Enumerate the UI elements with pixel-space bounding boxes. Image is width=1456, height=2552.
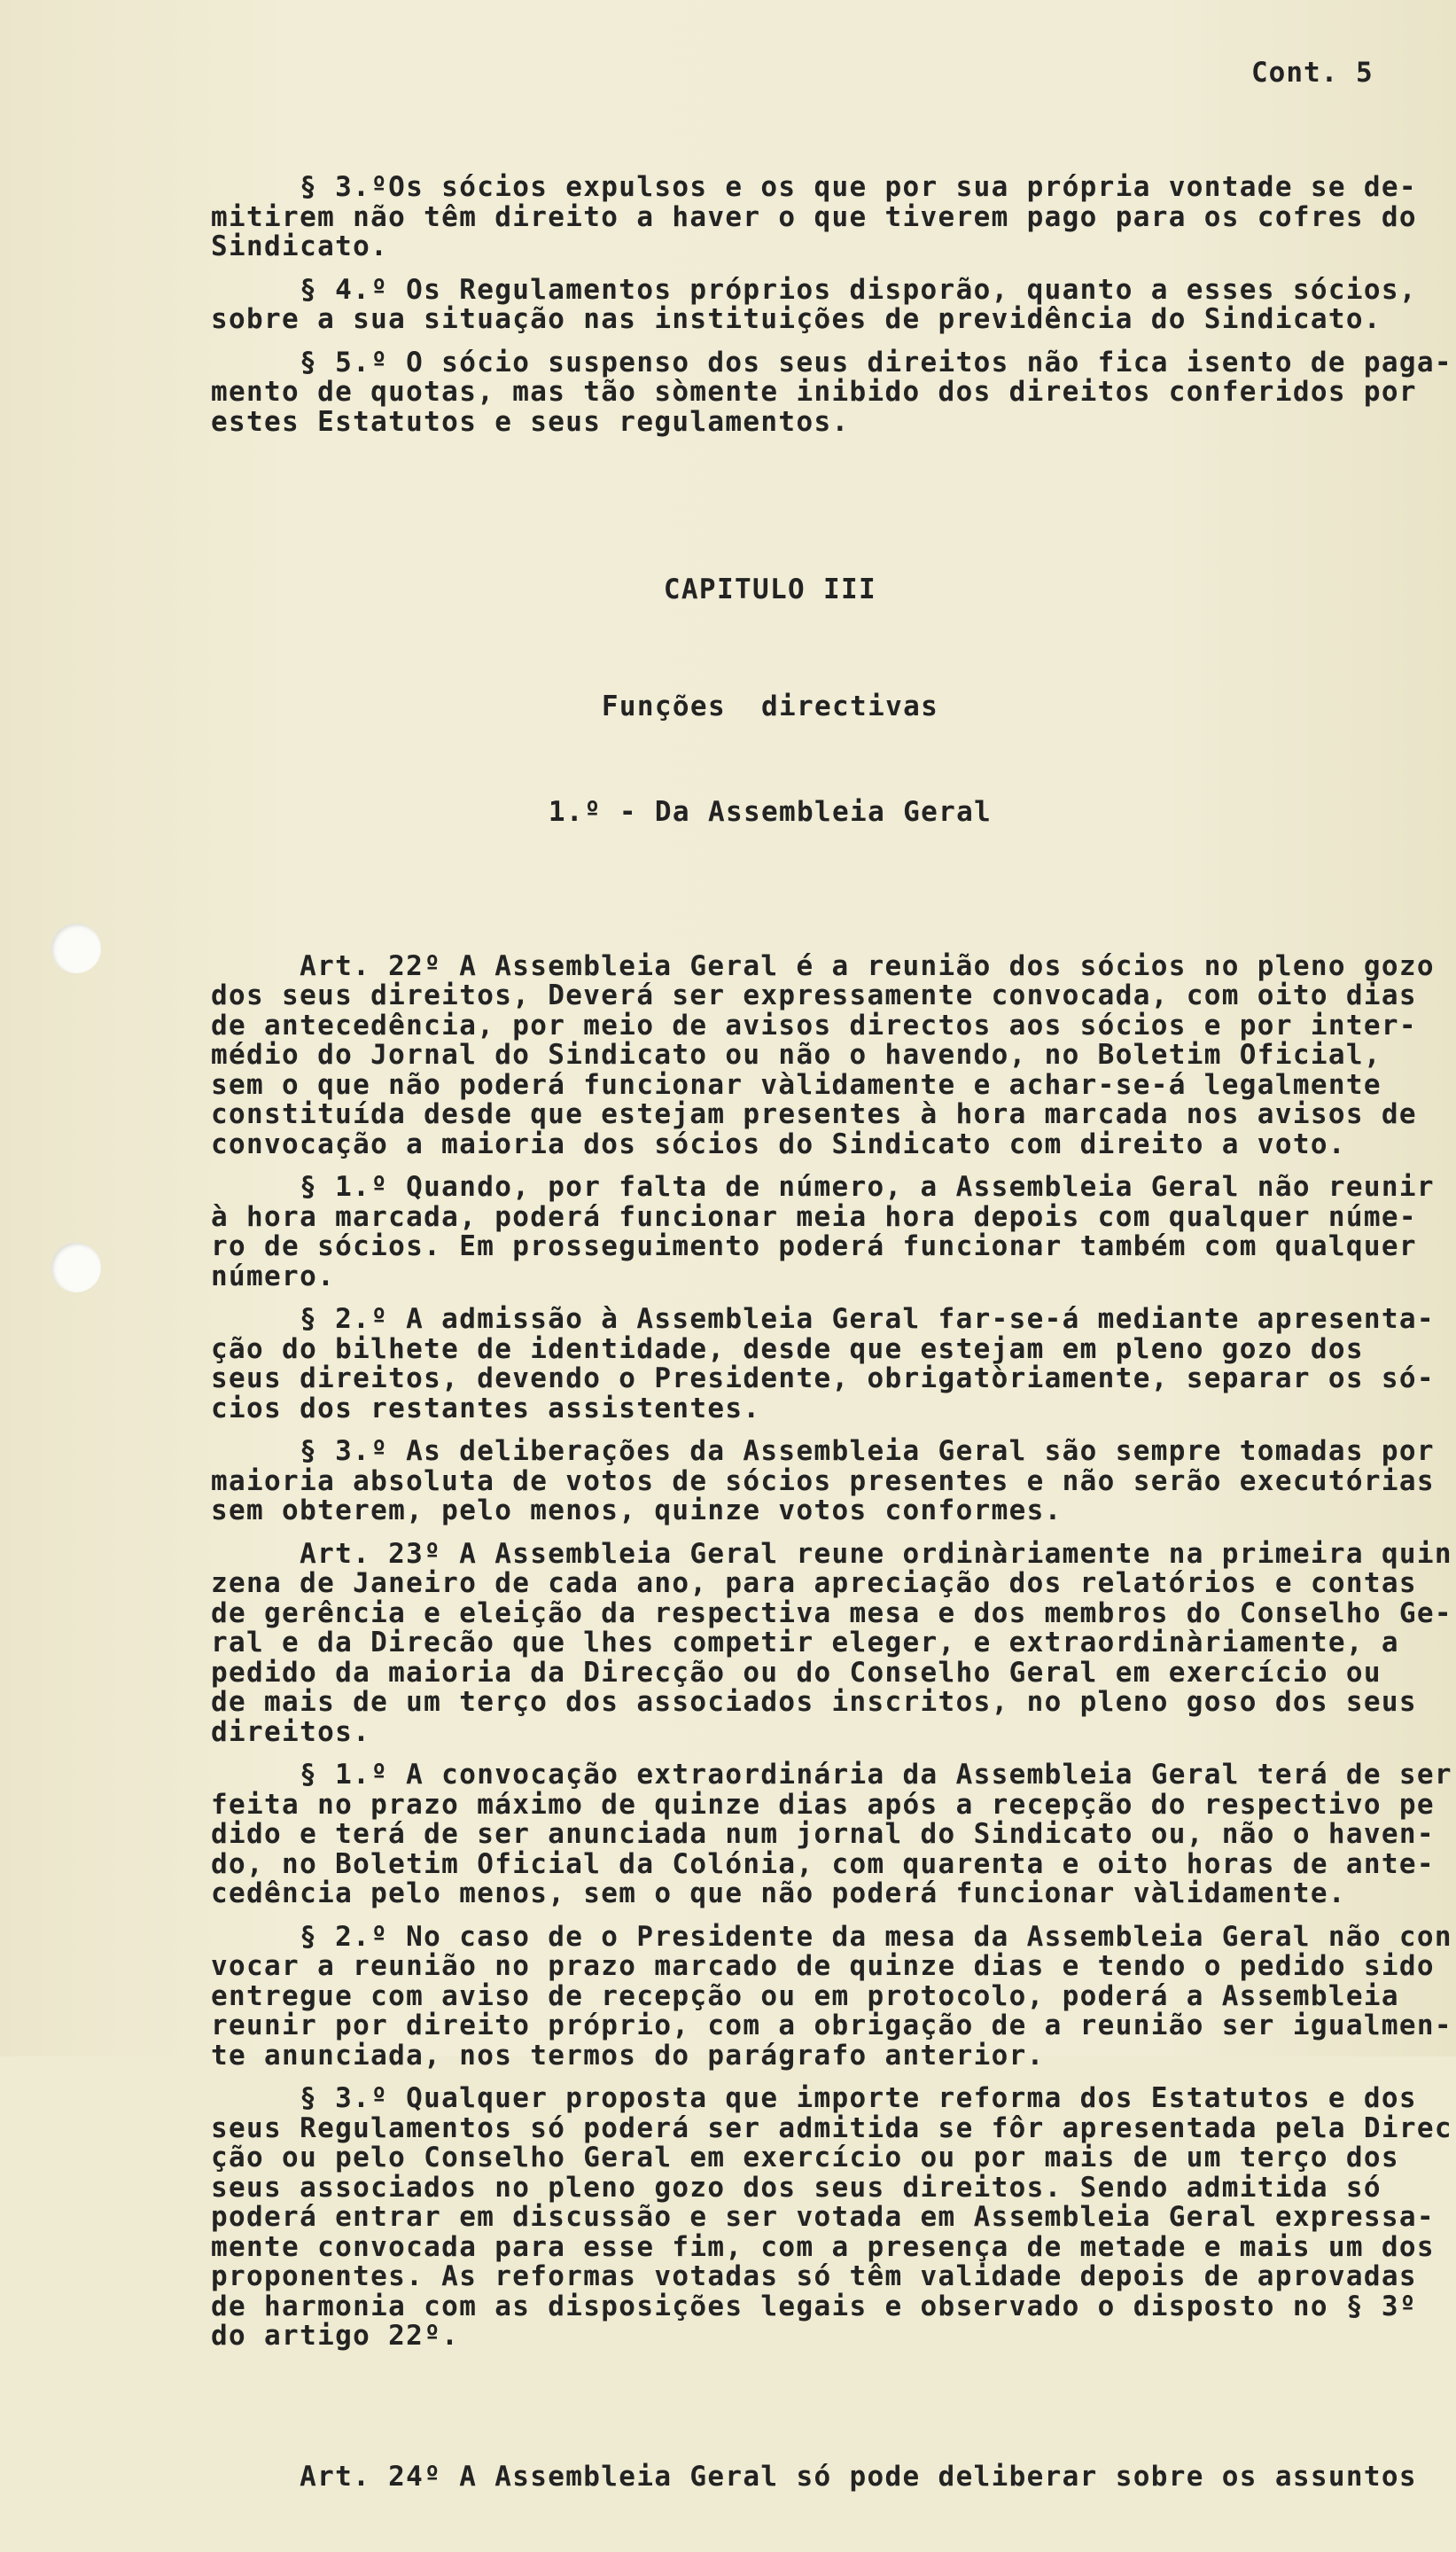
paragraph: [211, 949, 1452, 1160]
paragraph-line: § 2.º A admissão à Assembleia Geral far-se-á mediante apresenta-: [211, 1303, 1435, 1335]
paragraph-line: mente convocada para esse fim, com a presença de metade e mais um dos: [211, 2230, 1435, 2263]
paragraph-line: § 1.º A convocação extraordinária da Assembleia Geral terá de ser: [211, 1759, 1452, 1791]
paragraph-line: à hora marcada, poderá funcionar meia hora depois com qualquer núme-: [211, 1200, 1417, 1233]
page-number: Cont. 5: [1251, 57, 1374, 89]
paragraph: [211, 2084, 1452, 2352]
paragraph-line: seus associados no pleno gozo dos seus direitos. Sendo admitida só: [211, 2171, 1382, 2204]
paragraph-line: de antecedência, por meio de avisos directos aos sócios e por inter-: [211, 1009, 1417, 1042]
paragraph-line: seus Regulamentos só poderá ser admitida se fôr apresentada pela Direc: [211, 2111, 1452, 2144]
paragraph-line: § 3.º As deliberações da Assembleia Geral são sempre tomadas por: [211, 1435, 1435, 1467]
paragraph: [211, 348, 1452, 438]
paragraph-line: convocação a maioria dos sócios do Sindicato com direito a voto.: [211, 1128, 1346, 1160]
paragraph: [211, 1173, 1452, 1292]
paragraph-line: § 5.º O sócio suspenso dos seus direitos não fica isento de paga-: [211, 346, 1452, 379]
paragraph-line: pedido da maioria da Direcção ou do Conselho Geral em exercício ou: [211, 1656, 1382, 1689]
paragraph-line: § 1.º Quando, por falta de número, a Assembleia Geral não reunir: [211, 1171, 1435, 1203]
paragraph-line: do artigo 22º.: [211, 2320, 460, 2352]
paragraph-line: feita no prazo máximo de quinze dias após a recepção do respectivo pe: [211, 1788, 1435, 1821]
paragraph-line: maioria absoluta de votos de sócios presentes e não serão executórias: [211, 1464, 1435, 1497]
paragraph: [211, 273, 1452, 335]
paragraph-line: médio do Jornal do Sindicato ou não o havendo, no Boletim Oficial,: [211, 1039, 1382, 1071]
paragraph-line: cedência pelo menos, sem o que não poderá funcionar vàlidamente.: [211, 1877, 1346, 1909]
paragraph-line: vocar a reunião no prazo marcado de quinze dias e tendo o pedido sido: [211, 1950, 1435, 1982]
paragraph-line: seus direitos, devendo o Presidente, obrigatòriamente, separar os só-: [211, 1362, 1435, 1394]
paragraph-line: dido e terá de ser anunciada num jornal do Sindicato ou, não o haven-: [211, 1818, 1435, 1850]
paragraph-line: do, no Boletim Oficial da Colónia, com quarenta e oito horas de ante-: [211, 1847, 1435, 1880]
paragraph-line: ção do bilhete de identidade, desde que estejam em pleno gozo dos: [211, 1332, 1364, 1365]
paragraph-line: constituída desde que estejam presentes à hora marcada nos avisos de: [211, 1098, 1417, 1130]
paragraph-line: zena de Janeiro de cada ano, para apreciação dos relatórios e contas: [211, 1567, 1417, 1599]
paragraph-line: de gerência e eleição da respectiva mesa e dos membros do Conselho Ge-: [211, 1596, 1452, 1629]
paragraph: [211, 173, 1452, 262]
paragraph: [211, 1437, 1452, 1526]
paragraph: [211, 1537, 1452, 1748]
paragraph-line: sobre a sua situação nas instituições de previdência do Sindicato.: [211, 303, 1382, 335]
punch-hole-top: [51, 924, 101, 973]
paragraph-line: mento de quotas, mas tão sòmente inibido dos direitos conferidos por: [211, 376, 1417, 408]
paragraph-line: sem o que não poderá funcionar vàlidamente e achar-se-á legalmente: [211, 1068, 1382, 1101]
paragraph-line: te anunciada, nos termos do parágrafo anterior.: [211, 2039, 1045, 2072]
paragraph-line: Art. 23º A Assembleia Geral reune ordinàriamente na primeira quin: [211, 1537, 1452, 1570]
document-body: [211, 113, 1452, 2552]
paragraph-line: Art. 24º A Assembleia Geral só pode deliberar sobre os assuntos: [211, 2461, 1417, 2493]
paragraph-line: § 3.º Qualquer proposta que importe reforma dos Estatutos e dos: [211, 2082, 1417, 2114]
paragraph-line: número.: [211, 1260, 336, 1292]
chapter-title: CAPITULO III: [663, 573, 877, 605]
paragraph-line: mitirem não têm direito a haver o que tiverem pago para os cofres do: [211, 200, 1417, 233]
paragraph-line: dos seus direitos, Deverá ser expressamente convocada, com oito dias: [211, 979, 1417, 1011]
paragraph-line: ral e da Direcão que lhes competir eleger, e extraordinàriamente, a: [211, 1627, 1399, 1658]
paragraph-line: estes Estatutos e seus regulamentos.: [211, 405, 850, 438]
paragraph-line: Sindicato.: [211, 230, 389, 262]
paragraph-line: § 4.º Os Regulamentos próprios disporão, quanto a esses sócios,: [211, 273, 1417, 306]
paragraph-line: direitos.: [211, 1715, 371, 1748]
section-title: 1.º - Da Assembleia Geral: [548, 795, 993, 828]
paragraph-line: Art. 22º A Assembleia Geral é a reunião dos sócios no pleno gozo: [211, 949, 1435, 982]
paragraph-line: cios dos restantes assistentes.: [211, 1392, 761, 1424]
paragraph-line: proponentes. As reformas votadas só têm validade depois de aprovadas: [211, 2260, 1417, 2292]
paragraph: [211, 1305, 1452, 1424]
punch-hole-bottom: [51, 1243, 101, 1292]
paragraph-line: poderá entrar em discussão e ser votada em Assembleia Geral expressa-: [211, 2201, 1435, 2233]
paragraphs-before-chapter: [211, 173, 1452, 437]
paragraph: [211, 1760, 1452, 1909]
paragraph-line: ção ou pelo Conselho Geral em exercício ou por mais de um terço dos: [211, 2142, 1399, 2173]
chapter-subtitle: Funções directivas: [601, 691, 939, 722]
paragraph-line: de harmonia com as disposições legais e observado o disposto no § 3º: [211, 2290, 1417, 2322]
paragraph-line: ro de sócios. Em prosseguimento poderá funcionar também com qualquer: [211, 1230, 1417, 1262]
paragraph-line: sem obterem, pelo menos, quinze votos conformes.: [211, 1495, 1063, 1526]
paragraph-line: § 2.º No caso de o Presidente da mesa da Assembleia Geral não con: [211, 1920, 1452, 1953]
paragraph-line: de mais de um terço dos associados inscritos, no pleno goso dos seus: [211, 1686, 1417, 1718]
paragraph: [211, 1920, 1452, 2072]
paragraph-line: § 3.ºOs sócios expulsos e os que por sua própria vontade se de-: [211, 171, 1417, 203]
paragraph-line: reunir por direito próprio, com a obrigação de a reunião ser igualmen-: [211, 2010, 1452, 2041]
paragraphs-after-chapter: [211, 949, 1452, 2352]
paragraph-line: entregue com aviso de recepção ou em protocolo, poderá a Assembleia: [211, 1979, 1399, 2012]
